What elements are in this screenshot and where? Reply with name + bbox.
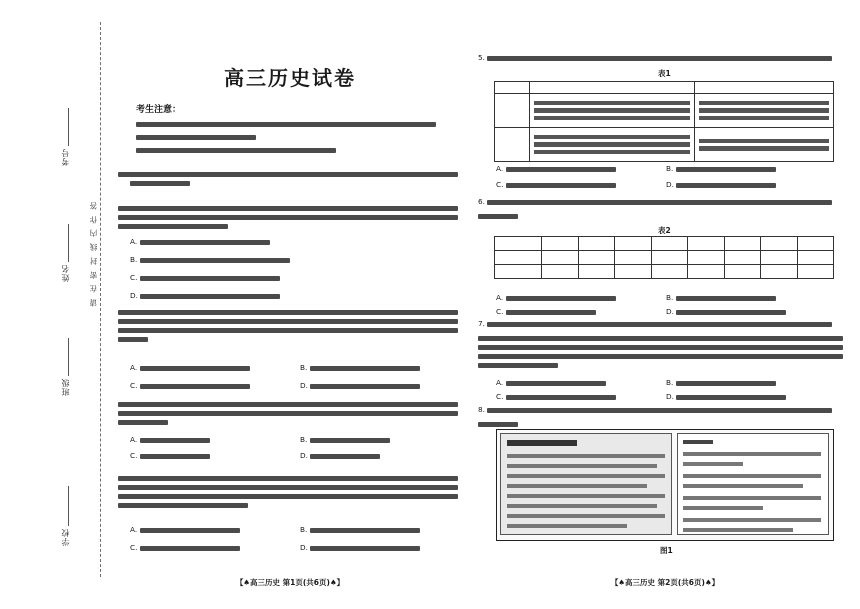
table-2-cell: [542, 251, 579, 265]
table-2-cell: [797, 251, 834, 265]
table-2-row: [495, 265, 834, 279]
page-2: [478, 0, 852, 609]
table-2-cell: [651, 265, 688, 279]
question-1-option-c[interactable]: C.: [130, 272, 280, 283]
exam-title: 高三历史试卷: [224, 66, 356, 90]
notice-list: [136, 118, 462, 157]
question-4-option-c[interactable]: C.: [130, 542, 240, 553]
table-2-cell: [797, 265, 834, 279]
binding-margin: [0, 0, 112, 609]
notice-item: [136, 131, 462, 144]
blank-class: [68, 338, 69, 376]
question-7-stem: 7.: [478, 318, 832, 329]
question-5-option-b[interactable]: B.: [666, 163, 776, 174]
field-class: 班级: [61, 378, 70, 396]
figure-1-document-image: [500, 433, 672, 535]
table-1-header: [530, 82, 695, 94]
table-2-header: [542, 237, 579, 251]
table-2-row-label: [495, 251, 542, 265]
table-2-header: [688, 237, 725, 251]
table-2-header: [651, 237, 688, 251]
field-school: 学校: [61, 528, 70, 546]
table-2-row: [495, 251, 834, 265]
table-2-cell: [578, 251, 615, 265]
table-2-cell: [615, 265, 652, 279]
table-2-cell: [688, 265, 725, 279]
table-1-caption: 表1: [658, 69, 671, 78]
question-5-option-a[interactable]: A.: [496, 163, 616, 174]
question-1: [118, 202, 464, 300]
question-1-option-b[interactable]: B.: [130, 254, 290, 265]
notice-title: 考生注意：: [136, 105, 182, 115]
question-3-option-b[interactable]: B.: [300, 434, 390, 445]
table-2-cell: [542, 265, 579, 279]
question-6-option-d[interactable]: D.: [666, 306, 786, 317]
question-6-stem: 6.: [478, 196, 832, 207]
table-1-header: [695, 82, 834, 94]
question-7-option-a[interactable]: A.: [496, 377, 606, 388]
figure-1-caption: 图1: [660, 546, 673, 555]
table-1: [494, 81, 834, 162]
question-6: [478, 196, 850, 223]
seal-line: [100, 22, 101, 577]
question-2-option-c[interactable]: C.: [130, 380, 250, 391]
question-3: [118, 398, 464, 460]
question-7-option-d[interactable]: D.: [666, 391, 786, 402]
table-1-row: [495, 128, 834, 162]
notice-item: [136, 144, 462, 157]
table-2-cell: [761, 251, 798, 265]
field-name: 姓名: [61, 264, 70, 282]
page-2-footer: 【♠高三历史 第2页(共6页)♠】: [610, 578, 720, 587]
question-4-option-d[interactable]: D.: [300, 542, 420, 553]
question-7-option-c[interactable]: C.: [496, 391, 616, 402]
question-4-option-a[interactable]: A.: [130, 524, 240, 535]
question-6-option-a[interactable]: A.: [496, 292, 616, 303]
page-1: [112, 0, 468, 609]
question-8: [478, 404, 850, 431]
question-4-option-b[interactable]: B.: [300, 524, 420, 535]
table-2-header: [495, 237, 542, 251]
table-2-header: [724, 237, 761, 251]
table-2-cell: [724, 251, 761, 265]
question-3-option-c[interactable]: C.: [130, 450, 210, 461]
question-3-option-a[interactable]: A.: [130, 434, 210, 445]
question-2-option-b[interactable]: B.: [300, 362, 420, 373]
question-2-option-a[interactable]: A.: [130, 362, 250, 373]
figure-1-notes: [677, 433, 829, 535]
question-8-stem: 8.: [478, 404, 832, 415]
seal-line-banner: 请 在 密 封 线 内 作 答: [89, 200, 98, 307]
table-1-header: [495, 82, 530, 94]
table-1-cell: [495, 94, 530, 128]
blank-school: [68, 486, 69, 526]
table-2-cell: [578, 265, 615, 279]
table-2-row-label: [495, 265, 542, 279]
question-3-option-d[interactable]: D.: [300, 450, 380, 461]
question-5-stem: 5.: [478, 52, 832, 63]
table-2-header: [761, 237, 798, 251]
question-6-option-b[interactable]: B.: [666, 292, 776, 303]
blank-name: [68, 224, 69, 262]
question-5-option-d[interactable]: D.: [666, 179, 776, 190]
table-2-cell: [724, 265, 761, 279]
table-2-caption: 表2: [658, 226, 671, 235]
question-6-option-c[interactable]: C.: [496, 306, 596, 317]
table-2-header: [615, 237, 652, 251]
table-2-header: [578, 237, 615, 251]
question-4: [118, 472, 464, 552]
table-2-cell: [615, 251, 652, 265]
question-2-option-d[interactable]: D.: [300, 380, 420, 391]
table-2-header: [797, 237, 834, 251]
table-2: [494, 236, 834, 279]
field-exam-number: 考号: [61, 148, 70, 166]
page-1-footer: 【♠高三历史 第1页(共6页)♠】: [235, 578, 345, 587]
question-7: [478, 318, 850, 372]
table-2-cell: [761, 265, 798, 279]
section-heading: [118, 168, 464, 190]
table-2-cell: [688, 251, 725, 265]
question-1-option-d[interactable]: D.: [130, 290, 280, 301]
question-1-option-a[interactable]: A.: [130, 236, 270, 247]
table-2-cell: [651, 251, 688, 265]
blank-exam-number: [68, 108, 69, 146]
notice-item: [136, 118, 462, 131]
table-1-row: [495, 94, 834, 128]
figure-1: [496, 429, 834, 541]
question-2: [118, 306, 464, 390]
question-5-option-c[interactable]: C.: [496, 179, 616, 190]
question-7-option-b[interactable]: B.: [666, 377, 776, 388]
